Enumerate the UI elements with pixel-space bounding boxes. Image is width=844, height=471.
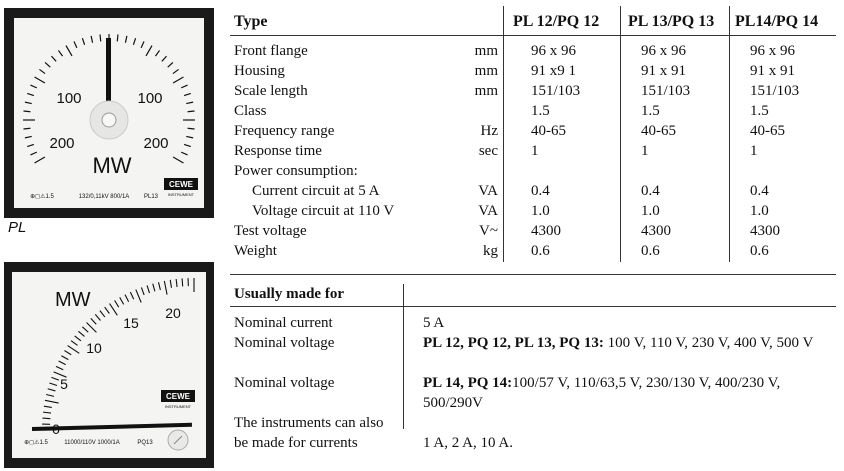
spec-unit: VA	[478, 203, 498, 219]
pq-brand-sub: INSTRUMENT	[164, 404, 192, 409]
spec-label: Front flange	[234, 43, 308, 59]
spec-label: Frequency range	[234, 123, 335, 139]
spec-value-col2: 0.4	[641, 183, 660, 199]
pl-footer-text: 132/0,11kV 800/1A	[78, 194, 130, 200]
pl-needle	[106, 38, 111, 110]
spec-value-col1: 1.5	[531, 103, 550, 119]
spec-row	[230, 81, 836, 101]
spec-value-col1: 1	[531, 143, 539, 159]
spec-value-col3: 1	[750, 143, 758, 159]
pq-meter-image	[4, 262, 214, 468]
header-type: Type	[234, 13, 268, 30]
pl-symbols: ⊕◻⚠1.5	[30, 194, 54, 200]
pq-footer-text: 11000/110V 1000/1A	[64, 440, 120, 446]
spec-value-col2: 1.0	[641, 203, 660, 219]
pl-scale-right-100: 100	[137, 90, 163, 107]
spec-value-col3: 0.4	[750, 183, 769, 199]
spec-row	[230, 221, 836, 241]
spec-label: Current circuit at 5 A	[252, 183, 380, 199]
pq-model-text: PQ13	[137, 440, 153, 446]
pl-scale-left-200: 200	[49, 135, 75, 152]
pq-meter-drawing	[4, 262, 214, 468]
spec-unit: VA	[478, 183, 498, 199]
header-rule	[230, 35, 836, 36]
nominal-voltage-models-1: PL 12, PQ 12, PL 13, PQ 13:	[423, 335, 604, 351]
spec-value-col3: 1.5	[750, 103, 769, 119]
pq-scale-10: 10	[86, 340, 102, 356]
spec-value-col3: 40-65	[750, 123, 785, 139]
spec-row	[230, 201, 836, 221]
spec-label: Voltage circuit at 110 V	[252, 203, 395, 219]
pl-pivot-inner	[102, 113, 116, 127]
spec-unit: mm	[474, 63, 498, 79]
spec-value-col2: 1	[641, 143, 649, 159]
pl-scale-left-100: 100	[56, 90, 82, 107]
nominal-voltage-values-2: 100/57 V, 110/63,5 V, 230/130 V, 400/230 V, 500/290V	[423, 375, 781, 411]
spec-value-col2: 151/103	[641, 83, 691, 99]
also-label-1: The instruments can also	[234, 415, 384, 431]
spec-value-col1: 0.4	[531, 183, 550, 199]
spec-value-col1: 151/103	[531, 83, 581, 99]
made-for-rule	[230, 306, 836, 307]
usually-made-for	[230, 280, 836, 471]
spec-unit: V~	[479, 223, 498, 239]
spec-value-col3: 0.6	[750, 243, 769, 259]
spec-unit: Hz	[480, 123, 498, 139]
header-col3: PL14/PQ 14	[735, 13, 819, 30]
spec-label: Housing	[234, 63, 285, 79]
spec-row	[230, 41, 836, 61]
spec-label: Power consumption:	[234, 163, 358, 179]
spec-value-col3: 1.0	[750, 203, 769, 219]
pq-scale-20: 20	[165, 305, 181, 321]
spec-row	[230, 141, 836, 161]
nominal-voltage-label-2: Nominal voltage	[234, 375, 335, 391]
header-col1: PL 12/PQ 12	[513, 13, 600, 30]
also-value: 1 A, 2 A, 10 A.	[423, 435, 514, 451]
spec-label: Test voltage	[234, 223, 307, 239]
spec-label: Weight	[234, 243, 277, 259]
spec-value-col2: 91 x 91	[641, 63, 686, 79]
pq-scale-15: 15	[123, 315, 139, 331]
nominal-current-label: Nominal current	[234, 315, 333, 331]
spec-header-row	[230, 12, 836, 32]
spec-value-col2: 4300	[641, 223, 671, 239]
pl-meter-drawing	[4, 8, 214, 218]
spec-row	[230, 241, 836, 261]
spec-value-col1: 0.6	[531, 243, 550, 259]
nominal-voltage-label-1: Nominal voltage	[234, 335, 335, 351]
spec-value-col2: 96 x 96	[641, 43, 686, 59]
spec-value-col1: 1.0	[531, 203, 550, 219]
spec-unit: mm	[474, 83, 498, 99]
pq-unit-label: MW	[55, 289, 91, 311]
pl-model-text: PL13	[143, 194, 159, 200]
nominal-voltage-models-2: PL 14, PQ 14:	[423, 375, 513, 391]
spec-row	[230, 161, 836, 181]
spec-row	[230, 61, 836, 81]
made-for-heading: Usually made for	[234, 286, 344, 302]
spec-row	[230, 181, 836, 201]
pq-symbols: ⊕◻⚠1.5	[24, 440, 48, 446]
pl-meter-image	[4, 8, 214, 218]
spec-row	[230, 121, 836, 141]
pl-brand-sub: INSTRUMENT	[167, 192, 195, 197]
spec-unit: sec	[478, 143, 498, 159]
pq-scale-0: 0	[52, 421, 60, 437]
spec-value-col1: 4300	[531, 223, 561, 239]
spec-row	[230, 101, 836, 121]
spec-value-col2: 1.5	[641, 103, 660, 119]
spec-value-col3: 151/103	[750, 83, 800, 99]
spec-value-col1: 91 x9 1	[531, 63, 576, 79]
spec-value-col3: 4300	[750, 223, 780, 239]
made-for-divider	[403, 284, 404, 429]
spec-value-col3: 96 x 96	[750, 43, 795, 59]
spec-label: Scale length	[234, 83, 308, 99]
pq-scale-5: 5	[60, 376, 68, 392]
nominal-voltage-value-1	[423, 333, 837, 353]
nominal-voltage-values-1: 100 V, 110 V, 230 V, 400 V, 500 V	[603, 335, 814, 351]
pl-caption: PL	[8, 219, 27, 236]
header-col2: PL 13/PQ 13	[628, 13, 715, 30]
spec-unit: kg	[483, 243, 498, 259]
spec-bottom-rule	[230, 274, 836, 275]
nominal-current-value: 5 A	[423, 315, 445, 331]
spec-value-col2: 0.6	[641, 243, 660, 259]
nominal-voltage-value-2	[423, 373, 823, 413]
spec-value-col3: 91 x 91	[750, 63, 795, 79]
spec-value-col1: 40-65	[531, 123, 566, 139]
spec-label: Class	[234, 103, 267, 119]
pq-brand: CEWE	[166, 392, 190, 401]
spec-label: Response time	[234, 143, 322, 159]
pl-unit-label: MW	[92, 153, 132, 178]
also-label-2: be made for currents	[234, 435, 358, 451]
spec-unit: mm	[474, 43, 498, 59]
spec-value-col1: 96 x 96	[531, 43, 576, 59]
spec-value-col2: 40-65	[641, 123, 676, 139]
pl-scale-right-200: 200	[143, 135, 169, 152]
pl-brand: CEWE	[169, 180, 193, 189]
